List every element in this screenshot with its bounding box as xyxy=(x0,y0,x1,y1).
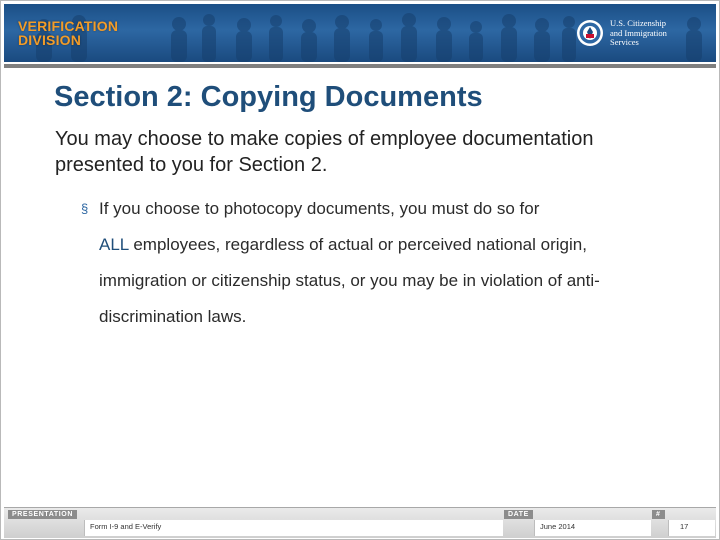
header-banner xyxy=(4,4,716,62)
date-label: DATE xyxy=(504,510,533,519)
slide-title: Section 2: Copying Documents xyxy=(54,81,483,113)
presentation-value: Form I-9 and E-Verify xyxy=(90,522,162,531)
agency-line-2: and Immigration xyxy=(610,27,667,38)
date-value: June 2014 xyxy=(540,522,576,531)
bullet-remainder: employees, regardless of actual or perceived national origin, immigration or citizenship status, or you may be in violation of anti-discrimination laws. xyxy=(99,235,600,326)
bullet-item xyxy=(81,191,641,335)
brand-line-1: VERIFICATION xyxy=(18,18,119,34)
agency-line-1: U.S. Citizenship xyxy=(610,18,666,28)
verification-division-logo xyxy=(18,19,118,47)
brand-line-2: DIVISION xyxy=(18,32,82,48)
bullet-marker: § xyxy=(81,201,89,216)
bullet-emphasis: ALL xyxy=(99,235,129,254)
page-number-label: # xyxy=(652,510,665,519)
bullet-text xyxy=(99,191,641,335)
uscis-logo xyxy=(574,17,709,51)
page-number-value: 17 xyxy=(680,522,689,531)
slide-footer xyxy=(4,507,716,538)
bullet-first-line: If you choose to photocopy documents, you must do so for xyxy=(99,199,540,218)
agency-line-3: Services xyxy=(610,37,639,47)
header-divider xyxy=(4,64,716,68)
agency-name xyxy=(610,19,667,48)
page-number-field xyxy=(668,520,715,536)
presentation-label: PRESENTATION xyxy=(8,510,77,519)
intro-paragraph: You may choose to make copies of employee documentation presented to you for Section 2. xyxy=(55,128,594,176)
dhs-seal-icon xyxy=(576,19,604,47)
